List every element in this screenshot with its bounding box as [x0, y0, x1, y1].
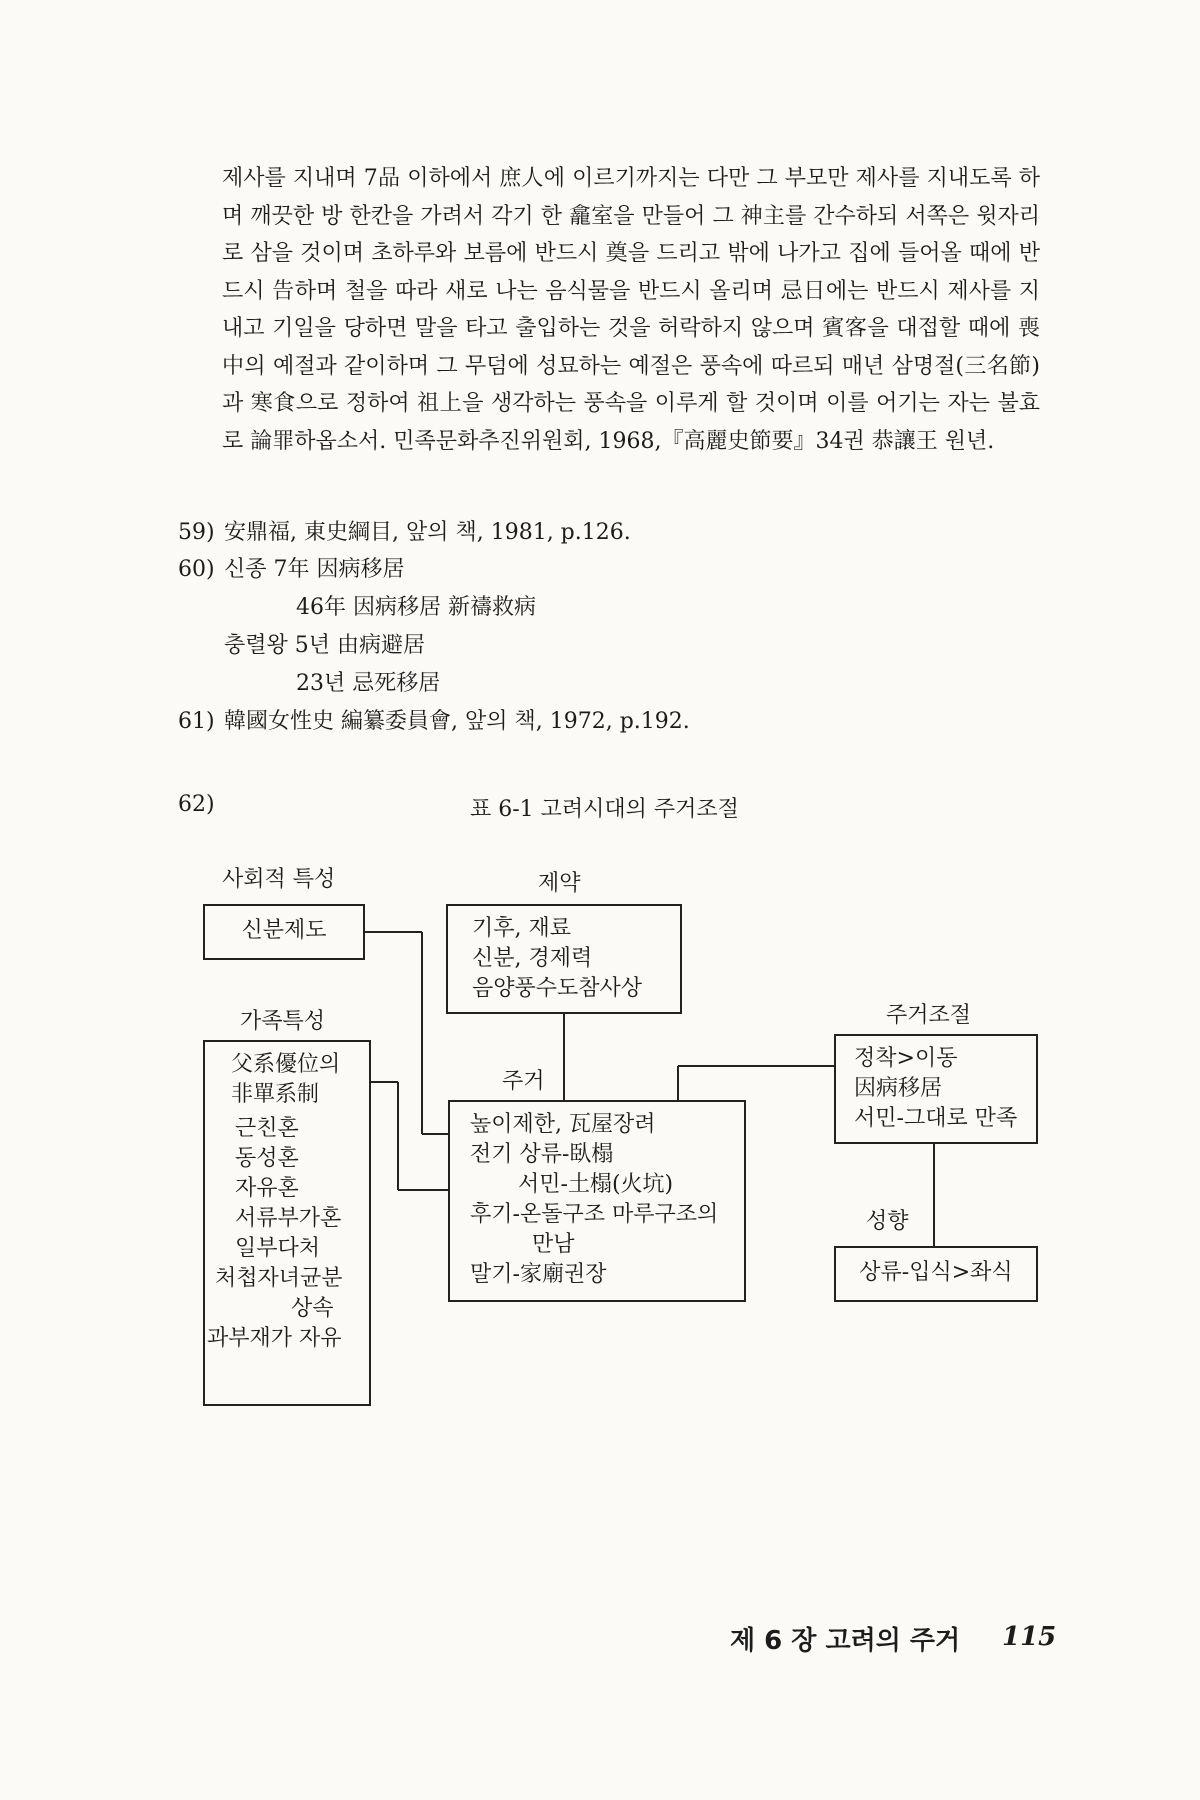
box-line: 정착>이동 — [854, 1046, 958, 1071]
label-family: 가족특성 — [240, 1009, 326, 1034]
box-line: 일부다처 — [235, 1236, 321, 1261]
footnote-text: 23년 忌死移居 — [296, 671, 441, 696]
footnote-text: 46年 因病移居 新禱救病 — [296, 595, 536, 620]
body-paragraph: 제사를 지내며 7品 이하에서 庶人에 이르기까지는 다만 그 부모만 제사를 지내도록 하며 깨끗한 방 한칸을 가려서 각기 한 龕室을 만들어 그 神主를 간수하되 서쪽은 윗자리로 삼을 것이며 초하루와 보름에 반드시 奠을 드리고 밖에 나가고 집에 들어올 때에 반드시 告하며 철을 따라 새로 나는 음식물을 반드시 올리며 忌日에는 반드시 제사를 지내고 기일을 당하면 말을 타고 출입하는 것을 허락하지 않으며 賓客을 대접할 때에 喪中의 예절과 같이하며 그 무덤에 성묘하는 예절은 풍속에 따르되 매년 삼명절(三名節)과 寒食으로 정하여 祖上을 생각하는 풍속을 이루게 할 것이며 이를 어기는 자는 불효로 論罪하옵소서. 민족문화추진위원회, 1968,『高麗史節要』34권 恭讓王 원년. — [222, 166, 1040, 454]
box-line: 근친혼 — [235, 1116, 299, 1141]
footnote-text: 충렬왕 5년 由病避居 — [224, 633, 425, 658]
footnote-number: 61) — [178, 709, 215, 734]
box-line: 자유혼 — [235, 1176, 299, 1201]
figure-note-number: 62) — [178, 792, 215, 817]
box-line: 서류부가혼 — [235, 1206, 342, 1231]
box-line: 동성혼 — [235, 1146, 299, 1171]
label-tendency: 성향 — [866, 1209, 909, 1234]
label-constraint: 제약 — [538, 871, 581, 896]
footnote-text: 安鼎福, 東史綱目, 앞의 책, 1981, p.126. — [224, 520, 631, 545]
box-line: 처첩자녀균분 — [215, 1266, 343, 1291]
footnote-text: 신종 7年 因病移居 — [224, 557, 405, 582]
chapter-footer: 제 6 장 고려의 주거 — [730, 1626, 961, 1656]
box-line: 후기-온돌구조 마루구조의 — [470, 1202, 719, 1227]
box-line: 신분제도 — [241, 918, 327, 943]
box-line: 음양풍수도참사상 — [472, 976, 643, 1001]
footnote-text: 韓國女性史 編纂委員會, 앞의 책, 1972, p.192. — [224, 709, 690, 734]
figure-caption: 표 6-1 고려시대의 주거조절 — [470, 797, 739, 822]
box-line: 높이제한, 瓦屋장려 — [470, 1112, 656, 1137]
box-line: 因病移居 — [854, 1076, 943, 1101]
label-social: 사회적 특성 — [222, 867, 336, 892]
label-housing: 주거 — [502, 1069, 545, 1094]
box-line: 서민-土榻(火坑) — [518, 1172, 674, 1197]
box-line: 기후, 재료 — [472, 916, 571, 941]
box-line: 非單系制 — [231, 1082, 320, 1107]
box-line: 과부재가 자유 — [207, 1326, 342, 1351]
box-line: 상속 — [291, 1296, 334, 1321]
footnote-number: 60) — [178, 557, 215, 582]
box-line: 父系優位의 — [231, 1052, 341, 1077]
box-line: 신분, 경제력 — [472, 946, 593, 971]
box-line: 말기-家廟권장 — [470, 1262, 607, 1287]
box-line: 전기 상류-臥榻 — [470, 1142, 614, 1167]
box-line: 상류-입식>좌식 — [859, 1260, 1013, 1285]
page-number: 115 — [1002, 1622, 1057, 1652]
label-adjust: 주거조절 — [886, 1003, 972, 1028]
box-line: 만남 — [532, 1232, 575, 1257]
box-line: 서민-그대로 만족 — [854, 1106, 1018, 1131]
footnote-number: 59) — [178, 520, 215, 545]
